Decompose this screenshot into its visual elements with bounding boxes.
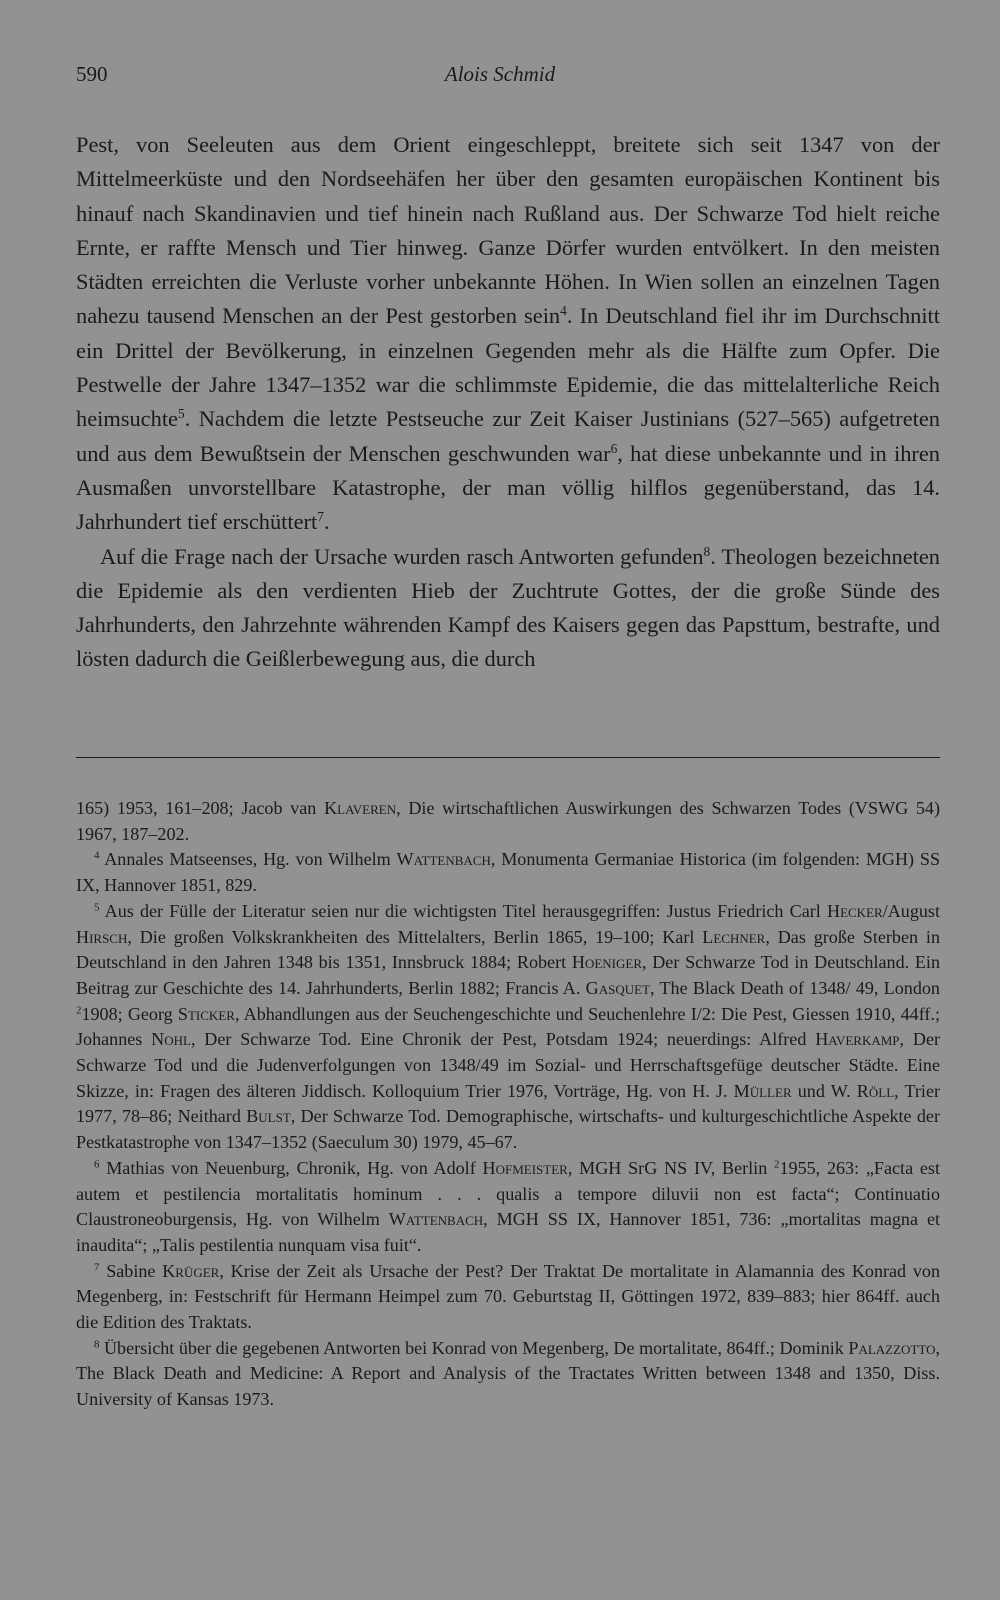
text-span: , Monumenta Germaniae Historica (im folgenden: MGH) SS IX, Hannover 1851, 829. (76, 849, 941, 896)
text-span: 1908; Georg (81, 1003, 178, 1024)
author-name: Nohl (151, 1029, 191, 1050)
text-span: Übersicht über die gegebenen Antworten bei Konrad von Megenberg, De mortalitate, 864ff.; Dominik (99, 1337, 849, 1358)
footnote-number: 8 (94, 1338, 100, 1351)
text-span: , The Black Death and Medicine: A Report and Analysis of the Tractates Written between 1348 and 1350, Diss. University of Kansas 1973. (76, 1337, 940, 1410)
text-span: , Krise der Zeit als Ursache der Pest? Der Traktat De mortalitate in Alamannia des Konrad von Megenberg, in: Festschrift für Hermann Heimpel zum 70. Geburtstag II, Göttingen 1972, 839–883; hier 864ff. auch die Edition des Traktats. (76, 1260, 941, 1333)
footnote-ref-8[interactable]: 8 (703, 543, 711, 559)
author-name: Sticker (177, 1003, 235, 1024)
footnote-8 (76, 1336, 940, 1413)
text-span: /August (882, 900, 940, 921)
author-name: Palazzotto (848, 1337, 936, 1358)
author-name: Röll (856, 1080, 895, 1101)
text-span: 165) 1953, 161–208; Jacob van (76, 798, 325, 818)
text-span: Pest, von Seeleuten aus dem Orient eingeschleppt, breitete sich seit 1347 von der Mittelmeerküste und den Nordseehäfen her über den gesamten europäischen Kontinent bis hinauf nach Skandinavien und tief hinein nach Rußland aus. Der Schwarze Tod hielt reiche Ernte, er raffte Mensch und Tier hinweg. Ganze Dörfer wurden entvölkert. In den meisten Städten erreichten die Verluste vorher unbekannte Höhen. In Wien sollen an einzelnen Tagen nahezu tausend Menschen an der Pest gestorben sein (76, 132, 940, 329)
text-span: , Die großen Volkskrankheiten des Mittelalters, Berlin 1865, 19–100; Karl (127, 926, 703, 947)
footnote-6 (76, 1156, 940, 1259)
author-name: Müller (733, 1080, 792, 1101)
text-span: , Der Schwarze Tod. Eine Chronik der Pest, Potsdam 1924; neuerdings: Alfred (190, 1029, 816, 1050)
paragraph-2 (76, 540, 940, 677)
text-span: Aus der Fülle der Literatur seien nur die wichtigsten Titel herausgegriffen: Justus Friedrich Carl (99, 900, 827, 921)
author-name: Gasquet (585, 977, 651, 998)
footnote-ref-4[interactable]: 4 (560, 303, 567, 319)
main-text (76, 128, 940, 677)
author-name: Lechner (702, 926, 766, 947)
text-span: , Der Schwarze Tod. Demographische, wirtschafts- und kulturgeschichtliche Aspekte der Pestkatastrophe von 1347–1352 (Saeculum 30) 1979, 45–67. (76, 1106, 940, 1153)
text-span: und W. (791, 1080, 857, 1101)
text-span: , MGH SrG NS IV, Berlin (567, 1157, 775, 1178)
footnote-separator (76, 757, 940, 758)
text-span: , Trier 1977, 78–86; Neithard (76, 1080, 940, 1127)
footnote-ref-6[interactable]: 6 (610, 440, 618, 456)
text-span: , MGH SS IX, Hannover 1851, 736: „mortalitas magna et inaudita“; „Talis pestilentia nunquam visa fuit“. (76, 1209, 941, 1255)
author-name: Klaveren (324, 798, 397, 818)
text-span: , Der Schwarze Tod in Deutschland. Ein Beitrag zur Geschichte des 14. Jahrhunderts, Berlin 1882; Francis A. (76, 952, 940, 998)
footnote-number: 4 (94, 849, 100, 862)
author-name: Hofmeister (482, 1157, 568, 1178)
text-span: Auf die Frage nach der Ursache wurden rasch Antworten gefunden (100, 543, 704, 569)
edition-superscript: 2 (76, 1004, 82, 1017)
author-name: Hecker (827, 900, 883, 921)
footnote-ref-7[interactable]: 7 (317, 509, 324, 525)
footnote-continuation (76, 796, 940, 847)
text-span: . In Deutschland fiel ihr im Durchschnitt ein Drittel der Bevölkerung, in einzelnen Gegenden mehr als die Hälfte zum Opfer. Die Pestwelle der Jahre 1347–1352 war die schlimmste Epidemie, die das mittelalterliche Reich heimsuchte (76, 303, 940, 432)
text-span: . Theologen bezeichneten die Epidemie als den verdienten Hieb der Zuchtrute Gottes, der die große Sünde des Jahrhunderts, den Jahrzehnte währenden Kampf des Kaisers gegen das Papsttum, bestrafte, und lösten dadurch die Geißlerbewegung aus, die durch (76, 543, 940, 672)
running-title: Alois Schmid (444, 62, 556, 86)
text-span: , Die wirtschaftlichen Auswirkungen des Schwarzen Todes (VSWG 54) 1967, 187–202. (76, 798, 941, 844)
footnote-number: 6 (94, 1158, 100, 1171)
page-number: 590 (76, 62, 108, 86)
footnote-number: 7 (94, 1261, 100, 1274)
text-span: Sabine (99, 1260, 163, 1281)
text-span: 1955, 263: „Facta est autem et pestilencia mortalitatis hominum . . . qualis a tempore diluvii non est facta“; Continuatio Claustroneoburgensis, Hg. von Wilhelm (76, 1157, 940, 1230)
author-name: Krüger (162, 1260, 220, 1281)
author-name: Wattenbach (396, 849, 491, 870)
author-name: Haverkamp (815, 1029, 900, 1050)
text-span: . (323, 509, 330, 535)
paragraph-1 (76, 128, 940, 540)
author-name: Wattenbach (388, 1209, 484, 1230)
author-name: Bulst (246, 1106, 291, 1127)
author-name: Hoeniger (571, 952, 642, 973)
edition-superscript: 2 (774, 1158, 780, 1171)
footnote-ref-5[interactable]: 5 (177, 406, 185, 422)
text-span: Annales Matseenses, Hg. von Wilhelm (99, 849, 397, 870)
author-name: Hirsch (76, 926, 128, 947)
text-span: , Abhandlungen aus der Seuchengeschichte und Seuchenlehre I/2: Die Pest, Giessen 1910, 44ff.; Johannes (76, 1003, 940, 1050)
text-span: , The Black Death of 1348/ 49, London (650, 977, 940, 998)
text-span: , Das große Sterben in Deutschland in den Jahren 1348 bis 1351, Innsbruck 1884; Robert (76, 926, 940, 973)
text-span: , hat diese unbekannte und in ihren Ausmaßen unvorstellbare Katastrophe, der man völlig hilflos gegenüberstand, das 14. Jahrhundert tief erschüttert (76, 440, 940, 535)
footnotes (76, 796, 940, 1413)
footnote-7 (76, 1259, 940, 1336)
text-span: Mathias von Neuenburg, Chronik, Hg. von Adolf (99, 1157, 483, 1178)
text-span: . Nachdem die letzte Pestseuche zur Zeit Kaiser Justinians (527–565) aufgetreten und aus dem Bewußtsein der Menschen geschwunden war (76, 406, 940, 466)
footnote-4 (76, 847, 940, 898)
footnote-5 (76, 899, 940, 1156)
footnote-number: 5 (94, 901, 100, 914)
text-span: , Der Schwarze Tod und die Judenverfolgungen von 1348/49 im Sozial- und Herrschaftsgefüge deutscher Städte. Eine Skizze, in: Fragen des älteren Jiddisch. Kolloquium Trier 1976, Vorträge, Hg. von H. J. (76, 1029, 941, 1101)
